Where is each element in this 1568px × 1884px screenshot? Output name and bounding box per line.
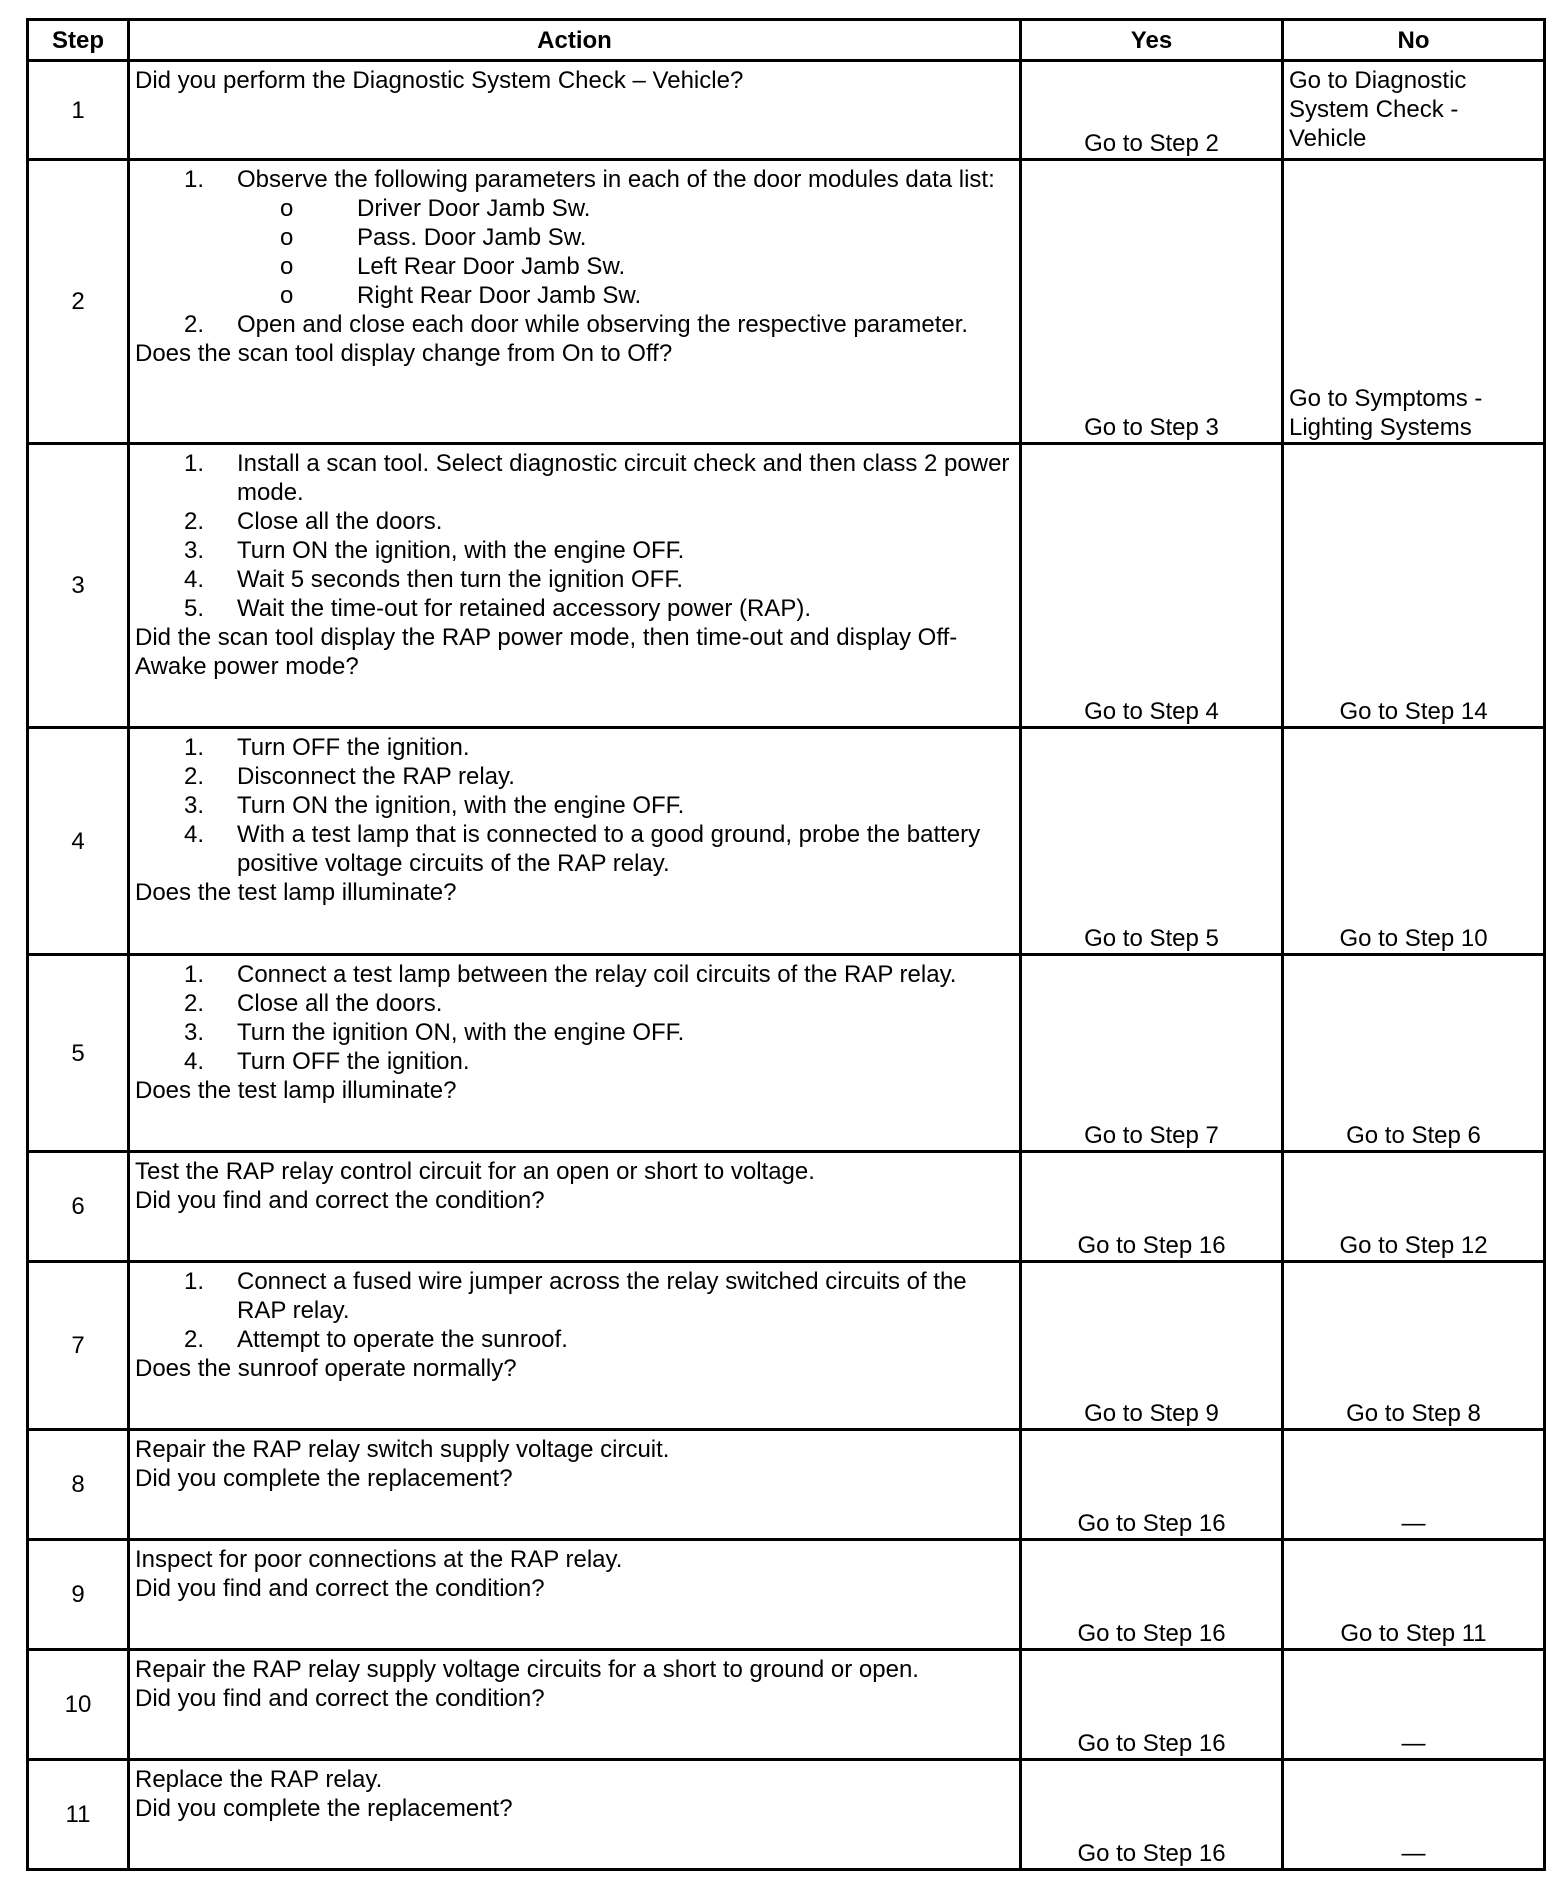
no-cell	[1283, 1760, 1545, 1870]
action-step-item	[135, 1325, 1011, 1354]
table-row-step-4	[28, 728, 1545, 955]
action-step-item	[135, 733, 1011, 762]
item-text: Turn OFF the ignition.	[237, 734, 470, 761]
action-instruction: Replace the RAP relay.	[135, 1766, 383, 1793]
action-question: Does the scan tool display change from On to Off?	[135, 340, 673, 367]
no-dash: —	[1401, 1510, 1426, 1537]
parameter-text: Pass. Door Jamb Sw.	[357, 224, 587, 251]
bullet: o	[280, 253, 294, 280]
action-instruction: Inspect for poor connections at the RAP relay.	[135, 1546, 623, 1573]
action-cell	[129, 444, 1021, 728]
bullet: o	[280, 195, 294, 222]
parameter-item	[135, 252, 1011, 281]
table-row-step-11	[28, 1760, 1545, 1870]
item-number: 2.	[184, 763, 205, 790]
action-cell	[129, 1760, 1021, 1870]
item-text: Close all the doors.	[237, 508, 443, 535]
action-question: Did the scan tool display the RAP power mode, then time-out and display Off-Awake power mode?	[135, 624, 958, 680]
yes-cell: Go to Step 16	[1021, 1540, 1283, 1650]
item-number: 4.	[184, 566, 205, 593]
action-cell	[129, 1540, 1021, 1650]
bullet: o	[280, 224, 294, 251]
action-cell	[129, 1430, 1021, 1540]
item-text: Turn OFF the ignition.	[237, 1048, 470, 1075]
no-cell	[1283, 1430, 1545, 1540]
no-cell: Go to Step 11	[1283, 1540, 1545, 1650]
action-step-item	[135, 820, 1011, 878]
item-number: 3.	[184, 1019, 205, 1046]
action-step-item	[135, 594, 1011, 623]
table-row-step-10	[28, 1650, 1545, 1760]
no-cell: Go to Step 14	[1283, 444, 1545, 728]
action-cell	[129, 160, 1021, 444]
action-question: Did you complete the replacement?	[135, 1795, 513, 1822]
item-text: Connect a test lamp between the relay coil circuits of the RAP relay.	[237, 961, 957, 988]
action-steps	[135, 960, 1011, 1076]
no-line: Lighting Systems	[1289, 414, 1472, 441]
action-cell	[129, 61, 1021, 160]
action-instruction: Test the RAP relay control circuit for an open or short to voltage.	[135, 1158, 815, 1185]
action-step-item	[135, 1018, 1011, 1047]
item-text: Observe the following parameters in each of the door modules data list:	[237, 166, 995, 193]
step-number: 5	[28, 955, 129, 1152]
yes-cell: Go to Step 3	[1021, 160, 1283, 444]
header-step: Step	[28, 20, 129, 61]
action-question: Did you find and correct the condition?	[135, 1685, 545, 1712]
item-number: 5.	[184, 595, 205, 622]
step-number: 10	[28, 1650, 129, 1760]
action-steps	[135, 1267, 1011, 1354]
item-text: Connect a fused wire jumper across the relay switched circuits of the RAP relay.	[237, 1268, 967, 1324]
action-instruction: Repair the RAP relay switch supply voltage circuit.	[135, 1436, 670, 1463]
parameter-item	[135, 194, 1011, 223]
step-number: 6	[28, 1152, 129, 1262]
action-question: Did you find and correct the condition?	[135, 1575, 545, 1602]
step-number: 11	[28, 1760, 129, 1870]
action-step-item	[135, 310, 1011, 339]
no-line: Go to Symptoms -	[1289, 385, 1483, 412]
yes-cell: Go to Step 16	[1021, 1152, 1283, 1262]
item-text: Turn ON the ignition, with the engine OFF.	[237, 792, 685, 819]
item-number: 1.	[184, 450, 205, 477]
item-number: 4.	[184, 821, 205, 848]
action-cell	[129, 1262, 1021, 1430]
item-text: Wait the time-out for retained accessory power (RAP).	[237, 595, 811, 622]
no-cell	[1283, 160, 1545, 444]
no-line: System Check -	[1289, 96, 1459, 123]
header-yes: Yes	[1021, 20, 1283, 61]
action-instruction: Repair the RAP relay supply voltage circuits for a short to ground or open.	[135, 1656, 919, 1683]
action-step-item	[135, 449, 1011, 507]
yes-cell: Go to Step 9	[1021, 1262, 1283, 1430]
item-text: With a test lamp that is connected to a good ground, probe the battery positive voltage circuits of the RAP relay.	[237, 821, 981, 877]
action-cell	[129, 1152, 1021, 1262]
yes-cell: Go to Step 2	[1021, 61, 1283, 160]
yes-cell: Go to Step 16	[1021, 1650, 1283, 1760]
diagnostic-table	[26, 18, 1546, 1871]
item-text: Close all the doors.	[237, 990, 443, 1017]
action-steps	[135, 449, 1011, 623]
action-question: Did you find and correct the condition?	[135, 1187, 545, 1214]
bullet: o	[280, 282, 294, 309]
parameter-text: Driver Door Jamb Sw.	[357, 195, 591, 222]
no-line: Go to Diagnostic	[1289, 67, 1467, 94]
step-number: 4	[28, 728, 129, 955]
parameter-list	[135, 194, 1011, 310]
action-question: Does the test lamp illuminate?	[135, 1077, 457, 1104]
no-cell	[1283, 1650, 1545, 1760]
action-step-item	[135, 1267, 1011, 1325]
action-step-item	[135, 165, 1011, 194]
item-number: 2.	[184, 1326, 205, 1353]
parameter-item	[135, 223, 1011, 252]
no-cell: Go to Step 8	[1283, 1262, 1545, 1430]
table-row-step-3	[28, 444, 1545, 728]
action-step-item	[135, 1047, 1011, 1076]
item-text: Turn ON the ignition, with the engine OFF.	[237, 537, 685, 564]
yes-cell: Go to Step 16	[1021, 1760, 1283, 1870]
no-cell: Go to Step 10	[1283, 728, 1545, 955]
table-row-step-8	[28, 1430, 1545, 1540]
action-steps	[135, 733, 1011, 878]
item-number: 4.	[184, 1048, 205, 1075]
no-dash: —	[1401, 1840, 1426, 1867]
item-text: Turn the ignition ON, with the engine OFF.	[237, 1019, 685, 1046]
table-row-step-1	[28, 61, 1545, 160]
item-number: 2.	[184, 990, 205, 1017]
action-question: Did you complete the replacement?	[135, 1465, 513, 1492]
item-text: Disconnect the RAP relay.	[237, 763, 515, 790]
action-step-item	[135, 989, 1011, 1018]
step-number: 1	[28, 61, 129, 160]
action-step-item	[135, 507, 1011, 536]
table-row-step-2	[28, 160, 1545, 444]
action-step-item	[135, 791, 1011, 820]
action-steps	[135, 165, 1011, 194]
action-cell	[129, 1650, 1021, 1760]
header-action: Action	[129, 20, 1021, 61]
table-row-step-9	[28, 1540, 1545, 1650]
action-question: Did you perform the Diagnostic System Check – Vehicle?	[135, 67, 744, 94]
no-cell: Go to Step 6	[1283, 955, 1545, 1152]
yes-cell: Go to Step 7	[1021, 955, 1283, 1152]
item-text: Attempt to operate the sunroof.	[237, 1326, 568, 1353]
step-number: 9	[28, 1540, 129, 1650]
item-number: 1.	[184, 734, 205, 761]
item-number: 1.	[184, 961, 205, 988]
step-number: 3	[28, 444, 129, 728]
action-step-item	[135, 762, 1011, 791]
item-number: 2.	[184, 311, 205, 338]
item-number: 1.	[184, 166, 205, 193]
table-row-step-6	[28, 1152, 1545, 1262]
table-row-step-5	[28, 955, 1545, 1152]
action-step-item	[135, 536, 1011, 565]
step-number: 2	[28, 160, 129, 444]
step-number: 7	[28, 1262, 129, 1430]
action-question: Does the sunroof operate normally?	[135, 1355, 517, 1382]
action-step-item	[135, 960, 1011, 989]
parameter-item	[135, 281, 1011, 310]
action-cell	[129, 728, 1021, 955]
table-row-step-7	[28, 1262, 1545, 1430]
yes-cell: Go to Step 16	[1021, 1430, 1283, 1540]
parameter-text: Right Rear Door Jamb Sw.	[357, 282, 642, 309]
yes-cell: Go to Step 5	[1021, 728, 1283, 955]
parameter-text: Left Rear Door Jamb Sw.	[357, 253, 626, 280]
item-number: 1.	[184, 1268, 205, 1295]
item-number: 2.	[184, 508, 205, 535]
action-steps	[135, 310, 1011, 339]
step-number: 8	[28, 1430, 129, 1540]
item-number: 3.	[184, 792, 205, 819]
diagnostic-table-page	[26, 18, 1546, 1871]
item-text: Wait 5 seconds then turn the ignition OFF.	[237, 566, 684, 593]
action-cell	[129, 955, 1021, 1152]
table-header-row	[28, 20, 1545, 61]
header-no: No	[1283, 20, 1545, 61]
action-step-item	[135, 565, 1011, 594]
action-question: Does the test lamp illuminate?	[135, 879, 457, 906]
no-line: Vehicle	[1289, 125, 1367, 152]
yes-cell: Go to Step 4	[1021, 444, 1283, 728]
no-dash: —	[1401, 1730, 1426, 1757]
no-cell	[1283, 61, 1545, 160]
item-text: Install a scan tool. Select diagnostic circuit check and then class 2 power mode.	[237, 450, 1010, 506]
no-cell: Go to Step 12	[1283, 1152, 1545, 1262]
item-text: Open and close each door while observing the respective parameter.	[237, 311, 969, 338]
item-number: 3.	[184, 537, 205, 564]
